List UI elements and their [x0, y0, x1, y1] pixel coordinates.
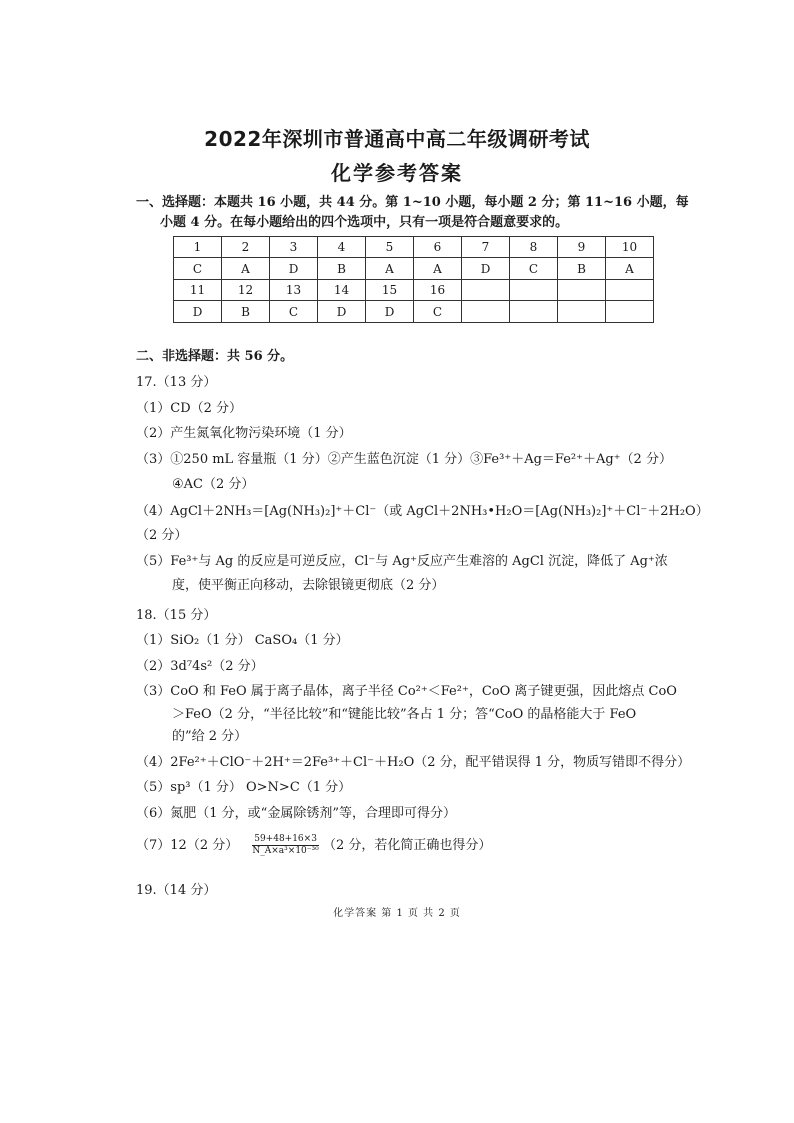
q17-answer-line: （4）AgCl＋2NH₃＝[Ag(NH₃)₂]⁺＋Cl⁻（或 AgCl＋2NH₃•H₂O＝[Ag(NH₃)₂]⁺＋Cl⁻＋2H₂O）	[136, 504, 709, 519]
answer-cell	[510, 301, 558, 323]
q17-answer-line: （1）CD（2 分）	[136, 401, 243, 416]
question-number: 15	[366, 280, 414, 301]
fraction-denominator: N_A×a³×10⁻³⁰	[252, 846, 319, 856]
fraction-numerator: 59+48+16×3	[254, 834, 317, 844]
section2-heading: 二、非选择题：共 56 分。	[136, 349, 294, 364]
q17-answer-line: （5）Fe³⁺与 Ag 的反应是可逆反应，Cl⁻与 Ag⁺反应产生难溶的 AgCl 沉淀，降低了 Ag⁺浓	[136, 554, 668, 569]
question-number: 1	[174, 237, 222, 258]
q17-answer-line: （2）产生氮氧化物污染环境（1 分）	[136, 426, 352, 441]
question-number	[558, 280, 606, 301]
q18-heading: 18.（15 分）	[136, 608, 217, 623]
page-footer: 化学答案 第 1 页 共 2 页	[333, 908, 461, 919]
answer-cell: A	[222, 258, 270, 280]
question-number: 13	[270, 280, 318, 301]
answer-cell: B	[558, 258, 606, 280]
answer-table-row	[174, 301, 654, 323]
q18-part7-prefix: （7）12（2 分）	[136, 838, 239, 853]
answer-cell: D	[270, 258, 318, 280]
answer-cell: C	[174, 258, 222, 280]
answer-table-row	[174, 280, 654, 301]
answer-table-row	[174, 237, 654, 258]
q18-answer-line: （2）3d⁷4s²（2 分）	[136, 659, 264, 674]
q18-part7-note: （2 分，若化简正确也得分）	[322, 838, 492, 853]
question-number: 12	[222, 280, 270, 301]
answer-cell	[606, 301, 654, 323]
q18-answer-line: （4）2Fe²⁺＋ClO⁻＋2H⁺＝2Fe³⁺＋Cl⁻＋H₂O（2 分，配平错误得 1 分，物质写错即不得分）	[136, 755, 691, 770]
answer-cell: A	[606, 258, 654, 280]
page-subtitle: 化学参考答案	[331, 161, 463, 185]
q17-answer-line: （2 分）	[136, 528, 188, 543]
answer-cell: B	[318, 258, 366, 280]
answer-cell: C	[510, 258, 558, 280]
question-number: 2	[222, 237, 270, 258]
question-number: 8	[510, 237, 558, 258]
answer-cell: A	[414, 258, 462, 280]
question-number	[510, 280, 558, 301]
answer-table	[173, 236, 654, 323]
answer-cell	[462, 301, 510, 323]
answer-cell	[558, 301, 606, 323]
section1-instructions-line2: 小题 4 分。在每小题给出的四个选项中，只有一项是符合题意要求的。	[160, 215, 569, 230]
page-title: 2022年深圳市普通高中高二年级调研考试	[204, 127, 590, 151]
answer-cell: B	[222, 301, 270, 323]
question-number	[606, 280, 654, 301]
q17-answer-line: ④AC（2 分）	[172, 477, 255, 492]
question-number: 9	[558, 237, 606, 258]
q17-answer-line: （3）①250 mL 容量瓶（1 分）②产生蓝色沉淀（1 分）③Fe³⁺＋Ag＝Fe²⁺＋Ag⁺（2 分）	[136, 452, 672, 467]
question-number: 14	[318, 280, 366, 301]
q18-answer-line: （6）氮肥（1 分，或“金属除锈剂”等，合理即可得分）	[136, 806, 456, 821]
answer-cell: C	[270, 301, 318, 323]
question-number: 10	[606, 237, 654, 258]
q18-answer-line: （3）CoO 和 FeO 属于离子晶体，离子半径 Co²⁺＜Fe²⁺，CoO 离子键更强，因此熔点 CoO	[136, 684, 677, 699]
answer-cell: A	[366, 258, 414, 280]
answer-cell: C	[414, 301, 462, 323]
q17-answer-line: 度，使平衡正向移动，去除银镜更彻底（2 分）	[172, 578, 445, 593]
answer-cell: D	[366, 301, 414, 323]
answer-cell: D	[462, 258, 510, 280]
q18-answer-line: （1）SiO₂（1 分） CaSO₄（1 分）	[136, 633, 349, 648]
answer-cell: D	[174, 301, 222, 323]
question-number: 7	[462, 237, 510, 258]
q18-answer-line: （5）sp³（1 分） O>N>C（1 分）	[136, 780, 352, 795]
question-number: 4	[318, 237, 366, 258]
q19-heading: 19.（14 分）	[136, 883, 217, 898]
question-number: 11	[174, 280, 222, 301]
density-fraction	[252, 834, 319, 857]
q18-answer-line-7	[136, 834, 491, 857]
q17-heading: 17.（13 分）	[136, 375, 217, 390]
section1-instructions-line1: 一、选择题：本题共 16 小题，共 44 分。第 1~10 小题，每小题 2 分；第 11~16 小题，每	[136, 195, 689, 210]
question-number: 16	[414, 280, 462, 301]
question-number: 3	[270, 237, 318, 258]
answer-table-row	[174, 258, 654, 280]
question-number	[462, 280, 510, 301]
q18-answer-line: ＞FeO（2 分，“半径比较”和“键能比较”各占 1 分；答“CoO 的晶格能大于 FeO	[172, 707, 637, 722]
question-number: 6	[414, 237, 462, 258]
q18-answer-line: 的”给 2 分）	[172, 729, 248, 744]
question-number: 5	[366, 237, 414, 258]
answer-cell: D	[318, 301, 366, 323]
